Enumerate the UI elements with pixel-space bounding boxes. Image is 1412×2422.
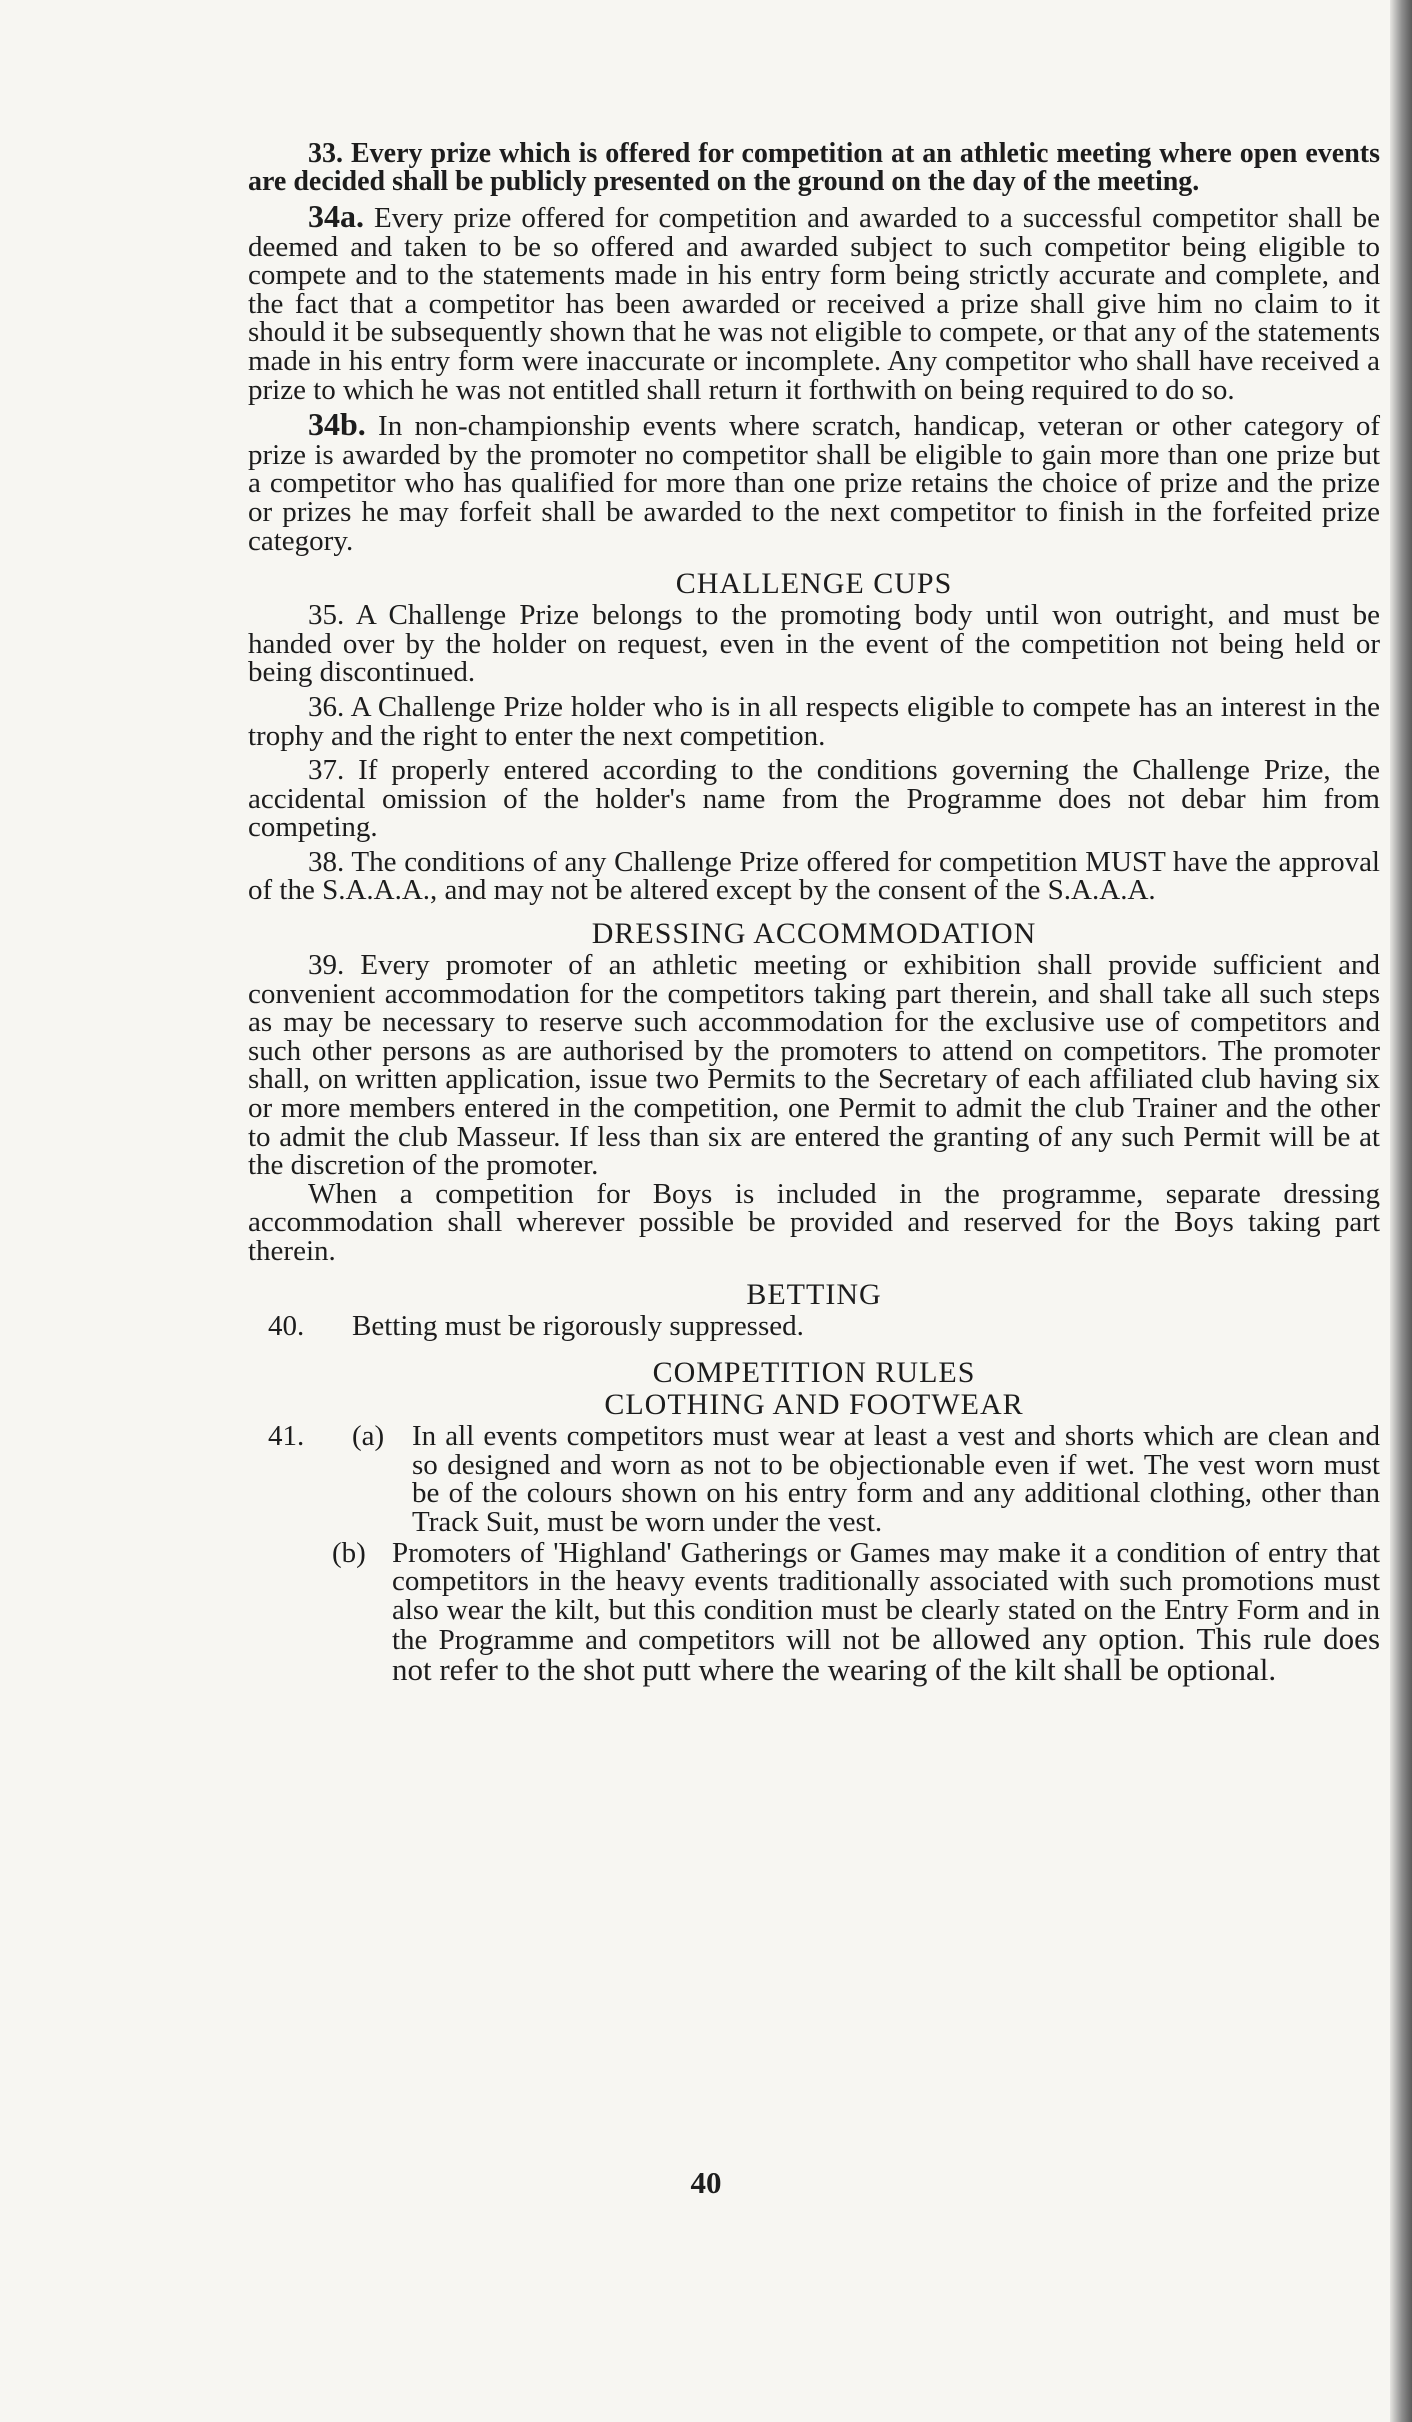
rule-39-boys: When a competition for Boys is included in the programme, separate dressing accommodation shall wherever possible be provided and reserved for the Boys taking part therein. (248, 1177, 1380, 1267)
rule-40 (248, 1309, 1380, 1342)
rule-34a-number: 34a. (308, 198, 364, 234)
rule-34b-number: 34b. (308, 406, 366, 443)
rule-34a (248, 198, 1380, 406)
heading-competition-rules: COMPETITION RULES (652, 1356, 976, 1390)
page-number: 40 (690, 2165, 722, 2200)
heading-clothing-footwear: CLOTHING AND FOOTWEAR (604, 1388, 1024, 1422)
rule-40-number: 40. (268, 1309, 305, 1342)
rule-34a-text: Every prize offered for competition and awarded to a successful competitor shall be deemed and taken to be so offered and awarded subject to such competitor being eligible to compete and to the statements made in his entry form being strictly accurate and complete, and the fact that a competitor has been awarded or received a prize shall give him no claim to it should it be subsequently shown that he was not eligible to compete, or that any of the statements made in his entry form were inaccurate or incomplete. Any competitor who shall have received a prize to which he was not entitled shall return it forthwith on being required to do so. (248, 202, 1380, 406)
rule-36: 36. A Challenge Prize holder who is in all respects eligible to compete has an interest in the trophy and the right to enter the next competition. (248, 690, 1380, 752)
rule-41b-text: Promoters of 'Highland' Gatherings or Games may make it a condition of entry that competitors in the heavy events traditionally associated with such promotions must also wear the kilt, but this condition must be clearly stated on the Entry Form and in the Programme and competitors will not (392, 1536, 1380, 1657)
rule-41-number: 41. (268, 1420, 305, 1453)
rule-35: 35. A Challenge Prize belongs to the promoting body until won outright, and must be handed over by the holder on request, even in the event of the competition not being held or being discontinued. (248, 599, 1380, 689)
text-column (248, 140, 1380, 1686)
rule-41b-body (392, 1536, 1381, 1687)
rule-41b (248, 1536, 1381, 1687)
rule-34b (248, 406, 1380, 557)
heading-betting: BETTING (746, 1277, 882, 1311)
rule-41b-letter: (b) (332, 1536, 366, 1569)
heading-challenge-cups: CHALLENGE CUPS (675, 567, 953, 601)
rule-39: 39. Every promoter of an athletic meeting or exhibition shall provide sufficient and convenient accommodation for the competitors taking part therein, and shall take all such steps as may be necessary to reserve such accommodation for the exclusive use of competitors and such other persons as are authorised by the promoters to attend on competitors. The promoter shall, on written application, issue two Permits to the Secretary of each affiliated club having six or more members entered in the competition, one Permit to admit the club Trainer and the other to admit the club Masseur. If less than six are entered the granting of any such Permit will be at the discretion of the promoter. (248, 949, 1380, 1182)
rule-41b-text-end: be allowed any option. This rule does not refer to the shot putt where the wearing of the kilt shall be optional. (392, 1621, 1381, 1687)
rule-34b-text: In non-championship events where scratch, handicap, veteran or other category of prize is awarded by the promoter no competitor shall be eligible to gain more than one prize but a competitor who has qualified for more than one prize retains the choice of prize and the prize or prizes he may forfeit shall be awarded to the next competitor to finish in the forfeited prize category. (248, 410, 1380, 557)
page-edge-shadow (1390, 0, 1412, 2422)
heading-dressing-accommodation: DRESSING ACCOMMODATION (591, 917, 1037, 951)
rule-41a-text: In all events competitors must wear at least a vest and shorts which are clean and so designed and worn as not to be objectionable even if wet. The vest worn must be of the colours shown on his entry form and any additional clothing, other than Track Suit, must be worn under the vest. (412, 1420, 1380, 1538)
rule-37: 37. If properly entered according to the conditions governing the Challenge Prize, the accidental omission of the holder's name from the Programme does not debar him from competing. (248, 754, 1380, 844)
rule-38: 38. The conditions of any Challenge Prize offered for competition MUST have the approval of the S.A.A.A., and may not be altered except by the consent of the S.A.A.A. (248, 845, 1380, 907)
rule-40-text: Betting must be rigorously suppressed. (352, 1309, 804, 1342)
rule-33: 33. Every prize which is offered for competition at an athletic meeting where open events are decided shall be publicly presented on the ground on the day of the meeting. (248, 138, 1380, 197)
rule-41a-letter: (a) (352, 1420, 385, 1453)
rule-41a (248, 1422, 1380, 1536)
